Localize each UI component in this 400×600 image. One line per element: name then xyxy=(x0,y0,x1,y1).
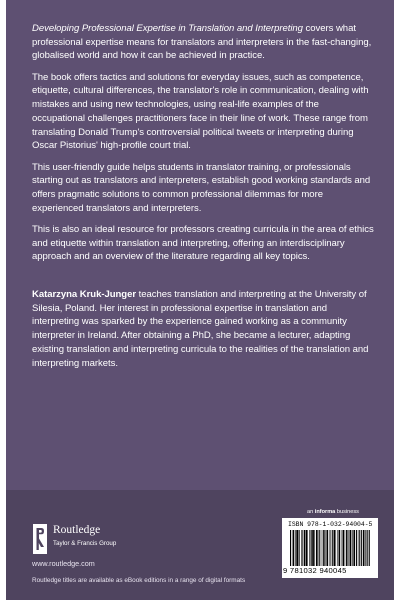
author-name: Katarzyna Kruk-Junger xyxy=(32,289,136,301)
informa-brand: informa xyxy=(314,509,336,515)
intro-text: covers what professional expertise means for translators and interpreters in the fast-changing, globalised world and how it can be achieved in practice. xyxy=(32,23,372,62)
publisher-website: www.routledge.com xyxy=(32,559,95,568)
barcode-area xyxy=(282,518,378,578)
back-cover xyxy=(6,0,394,600)
blurb xyxy=(32,22,374,378)
book-title: Developing Professional Expertise in Translation and Interpreting xyxy=(32,23,303,34)
barcode-icon xyxy=(286,530,374,566)
blurb-paragraph-1 xyxy=(32,22,374,63)
routledge-logo-icon xyxy=(32,523,48,555)
blurb-paragraph-2: The book offers tactics and solutions for everyday issues, such as competence, etiquette, cultural differences, the translator's role in communication, dealing with mistakes and using new technologies, using real-life examples of the occupational challenges practitioners face in their line of work. These range from translating Donald Trump's controversial political tweets or interpreting during Oscar Pistorius' high-profile court trial. xyxy=(32,71,369,152)
author-bio xyxy=(32,288,374,370)
informa-note: an informa business xyxy=(307,509,359,515)
isbn-label: ISBN 978-1-032-94004-5 xyxy=(288,521,373,528)
blurb-paragraph-4: This is also an ideal resource for professors creating curricula in the area of ethics and etiquette within translation and interpreting, offering an interdisciplinary approach and an overview of the literature regarding all key topics. xyxy=(32,223,374,263)
barcode-digits: 9 781032 940045 xyxy=(283,566,347,575)
publisher-group: Taylor & Francis Group xyxy=(53,540,117,547)
blurb-paragraph-3: This user-friendly guide helps students in translator training, or professionals starting out as translators and interpreters, establish good working standards and offers pragmatic solutions to common professional dilemmas for more experienced translators and interpreters. xyxy=(32,161,371,214)
ebook-note: Routledge titles are available as eBook editions in a range of digital formats xyxy=(32,577,246,584)
author-bio-text: teaches translation and interpreting at the University of Silesia, Poland. Her interest in professional expertise in translation and interpreting was sparked by the experience gained working as a community interpreter in Ireland. After obtaining a PhD, she became a lecturer, adapting existing translation and interpreting curricula to the realities of the translation and interpreting markets. xyxy=(32,289,369,369)
publisher-name: Routledge xyxy=(53,524,101,536)
